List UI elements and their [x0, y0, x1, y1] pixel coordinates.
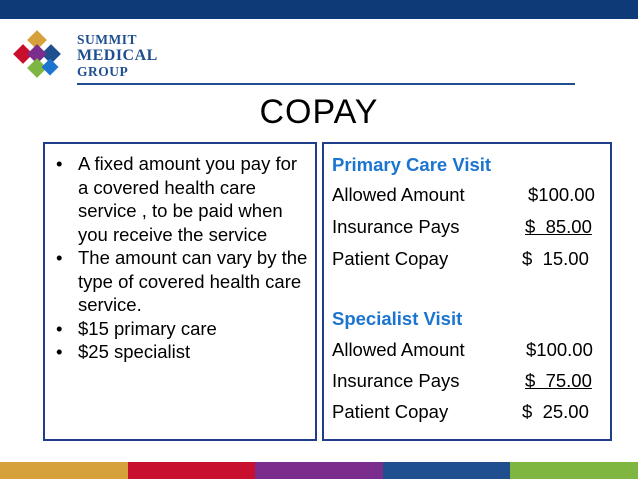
primary-allowed-row — [332, 184, 606, 210]
bottom-color-bar — [0, 462, 638, 479]
bottom-bar-segment — [255, 462, 383, 479]
logo-line-1: SUMMIT — [77, 32, 137, 47]
specialist-heading: Specialist Visit — [332, 308, 463, 329]
examples-box — [322, 142, 612, 441]
logo-line-2: MEDICAL — [77, 47, 158, 64]
row-label: Insurance Pays — [332, 370, 460, 391]
summit-logo-icon — [13, 30, 73, 90]
specialist-copay-row — [332, 401, 606, 427]
logo-line-3: GROUP — [77, 64, 129, 79]
row-value: $ 15.00 — [522, 248, 589, 269]
row-label: Allowed Amount — [332, 339, 465, 360]
bullet-list — [54, 152, 312, 364]
bottom-bar-segment — [383, 462, 511, 479]
bottom-bar-segment — [128, 462, 256, 479]
slide-title: COPAY — [259, 93, 379, 131]
row-value: $ 85.00 — [525, 216, 592, 237]
header-rule — [77, 83, 575, 85]
bullet-item: • The amount can vary by the type of covered health care service. — [54, 246, 312, 317]
bottom-bar-segment — [510, 462, 638, 479]
logo-text — [77, 32, 158, 80]
row-label: Insurance Pays — [332, 216, 460, 237]
row-value: $ 25.00 — [522, 401, 589, 422]
top-bar — [0, 0, 638, 19]
row-label: Patient Copay — [332, 248, 449, 269]
row-value: $100.00 — [528, 184, 595, 205]
primary-insurance-row — [332, 216, 606, 242]
specialist-insurance-row — [332, 370, 606, 396]
bullet-item: • $25 specialist — [54, 340, 312, 364]
primary-copay-row — [332, 248, 606, 274]
row-label: Allowed Amount — [332, 184, 465, 205]
definition-box — [43, 142, 317, 441]
bullet-item: • A fixed amount you pay for a covered health care service , to be paid when you receive the service — [54, 152, 312, 246]
bullet-item: • $15 primary care — [54, 317, 312, 341]
row-value: $ 75.00 — [525, 370, 592, 391]
row-value: $100.00 — [526, 339, 593, 360]
primary-care-heading: Primary Care Visit — [332, 154, 492, 175]
bottom-bar-segment — [0, 462, 128, 479]
specialist-allowed-row — [332, 339, 606, 365]
row-label: Patient Copay — [332, 401, 449, 422]
